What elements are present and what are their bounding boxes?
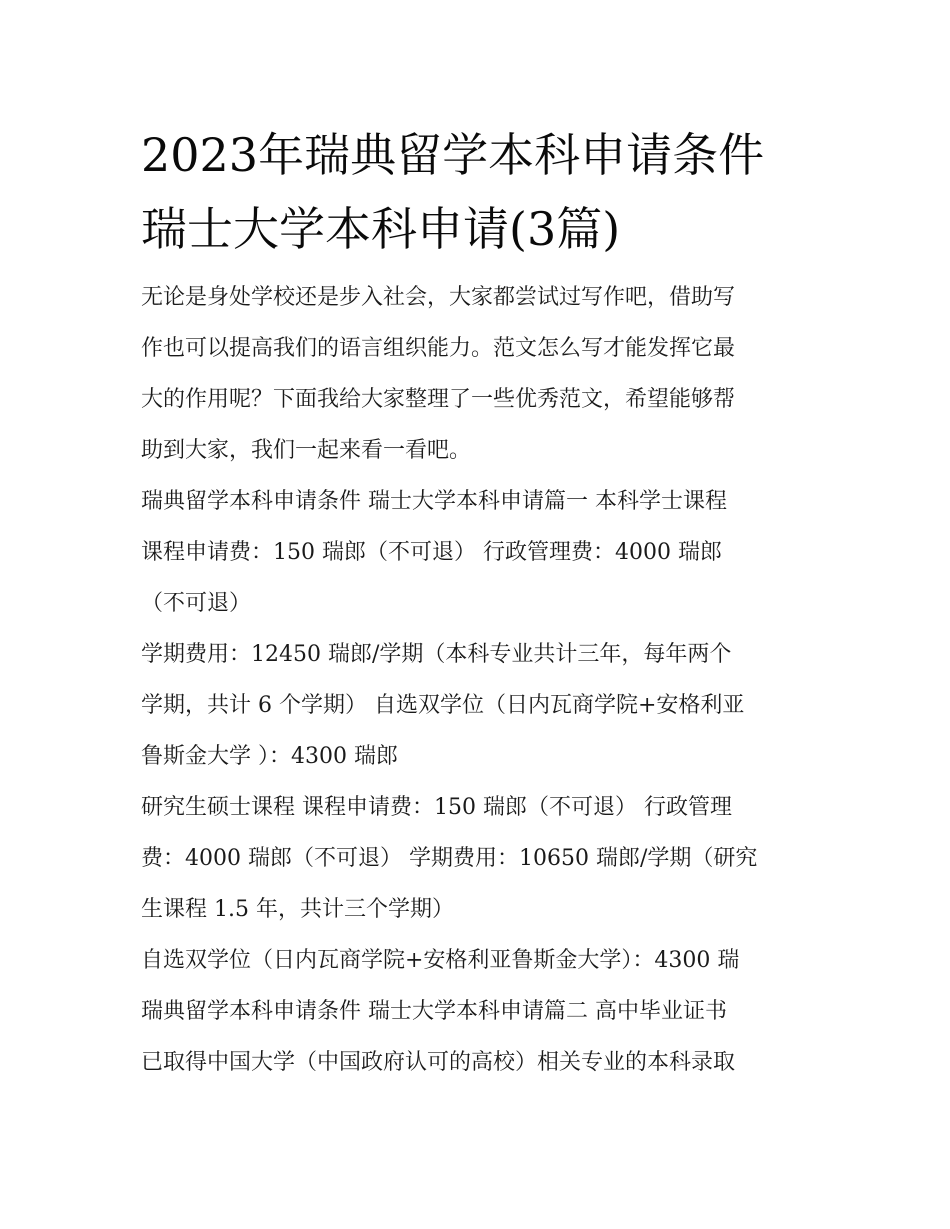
paragraph-line: 学期，共计 6 个学期） 自选双学位（日内瓦商学院+安格利亚 xyxy=(141,693,745,718)
paragraph-intro xyxy=(141,272,816,476)
paragraph-part-two xyxy=(141,986,816,1088)
paragraph-line: 作也可以提高我们的语言组织能力。范文怎么写才能发挥它最 xyxy=(141,336,736,361)
paragraph-line: 鲁斯金大学 ）：4300 瑞郎 xyxy=(141,744,398,769)
title-line-2: 瑞士大学本科申请(3篇) xyxy=(141,202,621,256)
paragraph-line: 瑞典留学本科申请条件 瑞士大学本科申请篇一 本科学士课程 xyxy=(141,489,727,514)
title-line-1: 2023年瑞典留学本科申请条件 xyxy=(141,128,765,182)
paragraph-line: 自选双学位（日内瓦商学院+安格利亚鲁斯金大学）：4300 瑞 xyxy=(141,948,740,973)
paragraph-line: 学期费用：12450 瑞郎/学期（本科专业共计三年，每年两个 xyxy=(141,642,732,667)
paragraph-line: 大的作用呢？下面我给大家整理了一些优秀范文，希望能够帮 xyxy=(141,387,736,412)
paragraph-line: 无论是身处学校还是步入社会，大家都尝试过写作吧，借助写 xyxy=(141,285,736,310)
paragraph-bachelor-fees xyxy=(141,476,816,629)
paragraph-master-fees xyxy=(141,782,816,935)
paragraph-line: 课程申请费：150 瑞郎（不可退） 行政管理费：4000 瑞郎 xyxy=(141,540,722,565)
paragraph-line: 助到大家，我们一起来看一看吧。 xyxy=(141,438,472,463)
paragraph-line: 研究生硕士课程 课程申请费：150 瑞郎（不可退） 行政管理 xyxy=(141,795,732,820)
paragraph-line: 瑞典留学本科申请条件 瑞士大学本科申请篇二 高中毕业证书 xyxy=(141,999,727,1024)
paragraph-line: 费：4000 瑞郎（不可退） 学期费用：10650 瑞郎/学期（研究 xyxy=(141,846,758,871)
document-title xyxy=(141,118,816,266)
document-page xyxy=(141,118,816,1088)
paragraph-line: （不可退） xyxy=(141,591,252,616)
paragraph-semester-fees xyxy=(141,629,816,782)
paragraph-line: 已取得中国大学（中国政府认可的高校）相关专业的本科录取 xyxy=(141,1050,736,1075)
paragraph-line: 生课程 1.5 年，共计三个学期） xyxy=(141,897,454,922)
paragraph-dual-degree xyxy=(141,935,816,986)
